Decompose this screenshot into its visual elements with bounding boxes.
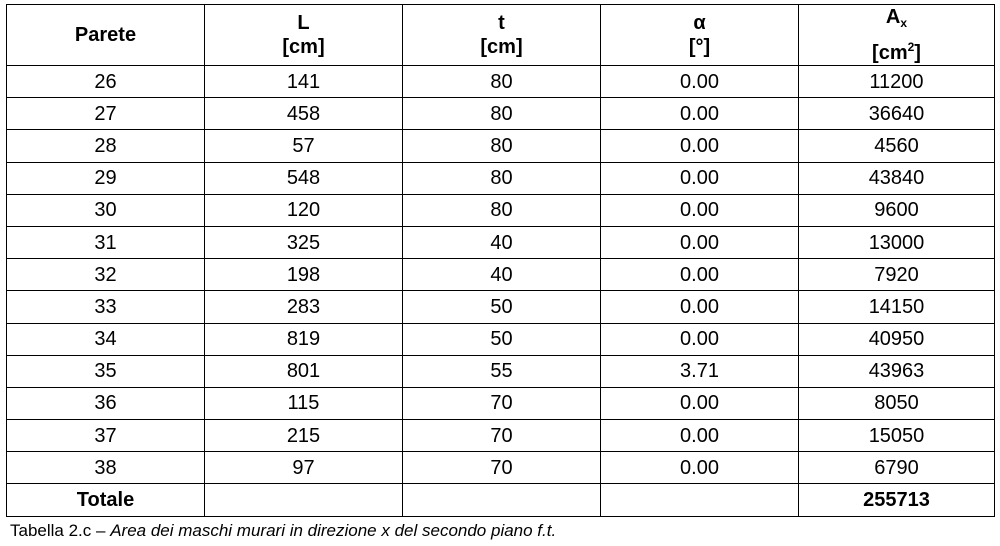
- header-Ax: [799, 5, 995, 66]
- cell-alpha: 0.00: [601, 98, 799, 130]
- header-alpha-symbol: α: [693, 12, 706, 34]
- cell-parete: 32: [7, 259, 205, 291]
- header-alpha: [601, 5, 799, 66]
- cell-t: 80: [403, 130, 601, 162]
- cell-Ax: 13000: [799, 226, 995, 258]
- cell-parete: 28: [7, 130, 205, 162]
- cell-t: 40: [403, 226, 601, 258]
- cell-t: 55: [403, 355, 601, 387]
- cell-parete: 34: [7, 323, 205, 355]
- cell-L: 548: [205, 162, 403, 194]
- header-row: [7, 5, 995, 66]
- cell-alpha: 3.71: [601, 355, 799, 387]
- table-row: [7, 130, 995, 162]
- total-empty-L: [205, 484, 403, 517]
- header-L: [205, 5, 403, 66]
- total-empty-alpha: [601, 484, 799, 517]
- header-Ax-symbol-wrap: [799, 5, 994, 35]
- header-t-symbol: t: [498, 12, 505, 34]
- cell-Ax: 11200: [799, 66, 995, 98]
- cell-L: 801: [205, 355, 403, 387]
- cell-t: 80: [403, 194, 601, 226]
- header-Ax-subscript: x: [900, 16, 908, 30]
- cell-L: 283: [205, 291, 403, 323]
- header-Ax-symbol: A: [885, 6, 901, 28]
- table-row: [7, 259, 995, 291]
- cell-Ax: 7920: [799, 259, 995, 291]
- header-parete-label: Parete: [74, 24, 137, 46]
- walls-area-table: [6, 4, 995, 517]
- table-row: [7, 291, 995, 323]
- cell-t: 70: [403, 387, 601, 419]
- cell-alpha: 0.00: [601, 226, 799, 258]
- cell-parete: 26: [7, 66, 205, 98]
- header-Ax-unit-suffix: ]: [914, 42, 921, 64]
- cell-Ax: 15050: [799, 420, 995, 452]
- cell-L: 325: [205, 226, 403, 258]
- cell-Ax: 14150: [799, 291, 995, 323]
- cell-alpha: 0.00: [601, 420, 799, 452]
- table-row: [7, 452, 995, 484]
- cell-Ax: 36640: [799, 98, 995, 130]
- cell-t: 80: [403, 162, 601, 194]
- cell-Ax: 9600: [799, 194, 995, 226]
- cell-Ax: 43840: [799, 162, 995, 194]
- cell-L: 458: [205, 98, 403, 130]
- header-t: [403, 5, 601, 66]
- table-row: [7, 66, 995, 98]
- cell-L: 120: [205, 194, 403, 226]
- cell-t: 80: [403, 66, 601, 98]
- cell-alpha: 0.00: [601, 66, 799, 98]
- cell-L: 819: [205, 323, 403, 355]
- table-caption: [6, 521, 994, 541]
- cell-alpha: 0.00: [601, 162, 799, 194]
- header-Ax-unit-prefix: [cm: [872, 42, 908, 64]
- cell-alpha: 0.00: [601, 323, 799, 355]
- table-row: [7, 323, 995, 355]
- cell-L: 115: [205, 387, 403, 419]
- table-footer: [7, 484, 995, 517]
- cell-parete: 37: [7, 420, 205, 452]
- cell-Ax: 8050: [799, 387, 995, 419]
- header-Ax-unit-sup: 2: [907, 40, 915, 54]
- cell-parete: 38: [7, 452, 205, 484]
- cell-alpha: 0.00: [601, 194, 799, 226]
- cell-parete: 31: [7, 226, 205, 258]
- cell-parete: 27: [7, 98, 205, 130]
- total-Ax: 255713: [799, 484, 995, 517]
- header-L-unit: [cm]: [282, 36, 325, 58]
- total-empty-t: [403, 484, 601, 517]
- cell-parete: 36: [7, 387, 205, 419]
- cell-alpha: 0.00: [601, 452, 799, 484]
- table-row: [7, 355, 995, 387]
- cell-L: 97: [205, 452, 403, 484]
- cell-t: 70: [403, 452, 601, 484]
- cell-Ax: 6790: [799, 452, 995, 484]
- header-Ax-unit: [799, 35, 994, 65]
- cell-alpha: 0.00: [601, 291, 799, 323]
- cell-Ax: 4560: [799, 130, 995, 162]
- caption-text: Area dei maschi murari in direzione x del secondo piano f.t.: [110, 521, 557, 541]
- cell-t: 50: [403, 323, 601, 355]
- cell-parete: 29: [7, 162, 205, 194]
- cell-parete: 35: [7, 355, 205, 387]
- header-alpha-unit: [°]: [688, 36, 711, 58]
- header-parete: [7, 5, 205, 66]
- total-label: Totale: [7, 484, 205, 517]
- cell-alpha: 0.00: [601, 130, 799, 162]
- document: [6, 4, 994, 541]
- table-row: [7, 226, 995, 258]
- cell-alpha: 0.00: [601, 259, 799, 291]
- cell-alpha: 0.00: [601, 387, 799, 419]
- cell-t: 80: [403, 98, 601, 130]
- cell-parete: 30: [7, 194, 205, 226]
- total-row: [7, 484, 995, 517]
- caption-label: Tabella 2.c –: [10, 521, 111, 541]
- header-t-unit: [cm]: [480, 36, 523, 58]
- table-header: [7, 5, 995, 66]
- cell-L: 57: [205, 130, 403, 162]
- cell-Ax: 40950: [799, 323, 995, 355]
- cell-L: 198: [205, 259, 403, 291]
- cell-L: 215: [205, 420, 403, 452]
- table-body: [7, 66, 995, 484]
- table-row: [7, 420, 995, 452]
- cell-t: 50: [403, 291, 601, 323]
- table-row: [7, 162, 995, 194]
- table-row: [7, 194, 995, 226]
- header-L-symbol: L: [297, 12, 310, 34]
- cell-t: 40: [403, 259, 601, 291]
- cell-Ax: 43963: [799, 355, 995, 387]
- cell-parete: 33: [7, 291, 205, 323]
- cell-L: 141: [205, 66, 403, 98]
- cell-t: 70: [403, 420, 601, 452]
- table-row: [7, 387, 995, 419]
- table-row: [7, 98, 995, 130]
